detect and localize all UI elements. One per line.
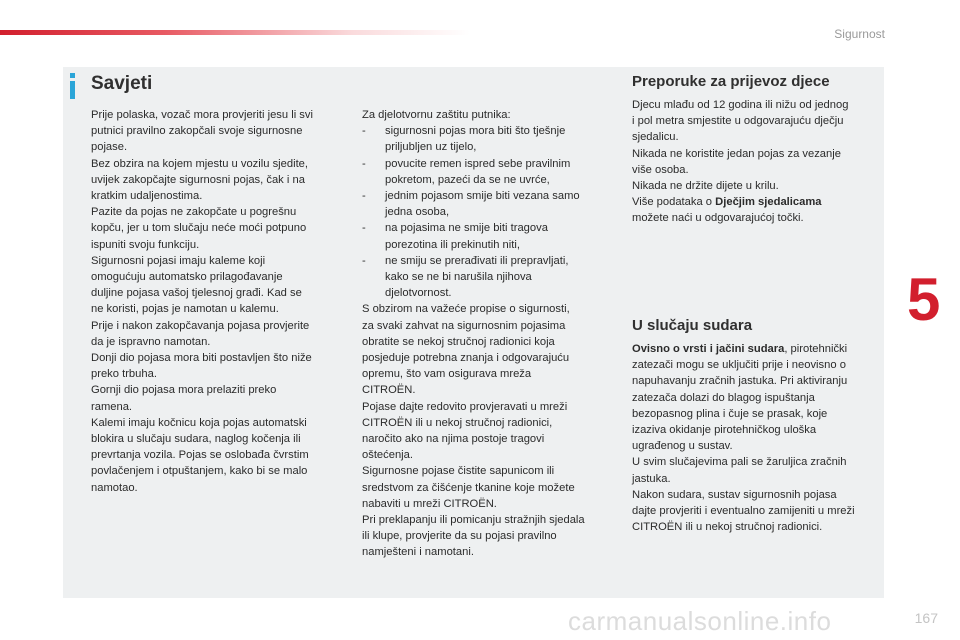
savjeti-heading: Savjeti xyxy=(91,73,153,94)
savjeti-col2-rest: S obzirom na važeće propise o sigurnosti, za svaki zahvat na sigurnosnim pojasima obratite se nekoj stručnoj radionici koja posjeduje potrebna znanja i odgovarajuću opremu, što vam osigurava mreža CITROËN. Pojase dajte redovito provjeravati u mreži CITROËN ili u nekoj stručnoj radionici, naročito ako na njima postoje tragovi oštećenja. Sigurnosne pojase čistite sapunicom ili sredstvom za čišćenje tkanine koje možete nabaviti u mreži CITROËN. Pri preklapanju ili pomicanju stražnjih sjedala ili klupe, provjerite da su pojasi pravilno namješteni i namotani. xyxy=(362,303,585,559)
preporuke-heading: Preporuke za prijevoz djece xyxy=(632,73,830,90)
list-item: - jednim pojasom smije biti vezana samo jedna osoba, xyxy=(362,190,580,219)
preporuke-more-link-text: Dječjim sjedalicama xyxy=(715,196,822,209)
info-icon xyxy=(65,73,79,99)
section-title: Sigurnost xyxy=(834,27,885,41)
preporuke-column xyxy=(632,97,882,227)
sudar-heading: U slučaju sudara xyxy=(632,317,753,334)
sudar-column xyxy=(632,341,882,535)
savjeti-col2-intro: Za djelotvornu zaštitu putnika: xyxy=(362,109,511,121)
savjeti-column-1 xyxy=(91,107,351,496)
chapter-number: 5 xyxy=(907,266,941,333)
watermark: carmanualsonline.info xyxy=(568,606,832,636)
list-item: - na pojasima ne smije biti tragova porezotina ili prekinutih niti, xyxy=(362,222,548,251)
sudar-text: Ovisno o vrsti i jačini sudara, pirotehnički zatezači mogu se uključiti prije i neovisno o napuhavanju zračnih jastuka. Pri aktiviranju zatezača dolazi do blagog ispuštanja bezopasnog plina i čuje se prasak, koje izaziva okidanje pirotehničkog uloška ugrađenog u sustav. U svim slučajevima pali se žaruljica zračnih jastuka. Nakon sudara, sustav sigurnosnih pojasa dajte provjeriti i eventualno zamijeniti u mreži CITROËN ili u nekoj stručnoj radionici. xyxy=(632,343,855,534)
list-item: - povucite remen ispred sebe pravilnim pokretom, pazeći da se ne uvrće, xyxy=(362,157,571,186)
header-accent-bar xyxy=(0,30,470,35)
preporuke-text: Djecu mlađu od 12 godina ili nižu od jednog i pol metra smjestite u odgovarajuću dječju sjedalicu. Nikada ne koristite jedan pojas za vezanje više osoba. Nikada ne držite dijete u krilu. xyxy=(632,99,849,193)
page-number: 167 xyxy=(914,610,938,626)
list-item: - sigurnosni pojas mora biti što tješnje priljubljen uz tijelo, xyxy=(362,125,566,154)
preporuke-more: Više podataka o Dječjim sjedalicama možete naći u odgovarajućoj točki. xyxy=(632,196,822,225)
list-item: - ne smiju se prerađivati ili prepravljati, kako se ne bi narušila njihova djelotvornost. xyxy=(362,254,569,300)
savjeti-col1-text: Prije polaska, vozač mora provjeriti jesu li svi putnici pravilno zakopčali svoje sigurnosne pojase. Bez obzira na kojem mjestu u vozilu sjedite, uvijek zakopčajte sigurnosni pojas, čak i na kratkim udaljenostima. Pazite da pojas ne zakopčate u pogrešnu kopču, jer u tom slučaju neće moći potpuno ispuniti svoju funkciju. Sigurnosni pojasi imaju kaleme koji omogućuju automatsko prilagođavanje duljine pojasa vašoj tjelesnoj građi. Kad se ne koristi, pojas je namotan u kalemu. Prije i nakon zakopčavanja pojasa provjerite da je ispravno namotan. Donji dio pojasa mora biti postavljen što niže preko trbuha. Gornji dio pojasa mora prelaziti preko ramena. Kalemi imaju kočnicu koja pojas automatski blokira u slučaju sudara, naglog kočenja ili prevrtanja vozila. Pojas se oslobađa čvrstim povlačenjem i otpuštanjem, kako bi se malo namotao. xyxy=(91,109,313,494)
savjeti-column-2 xyxy=(362,107,612,561)
